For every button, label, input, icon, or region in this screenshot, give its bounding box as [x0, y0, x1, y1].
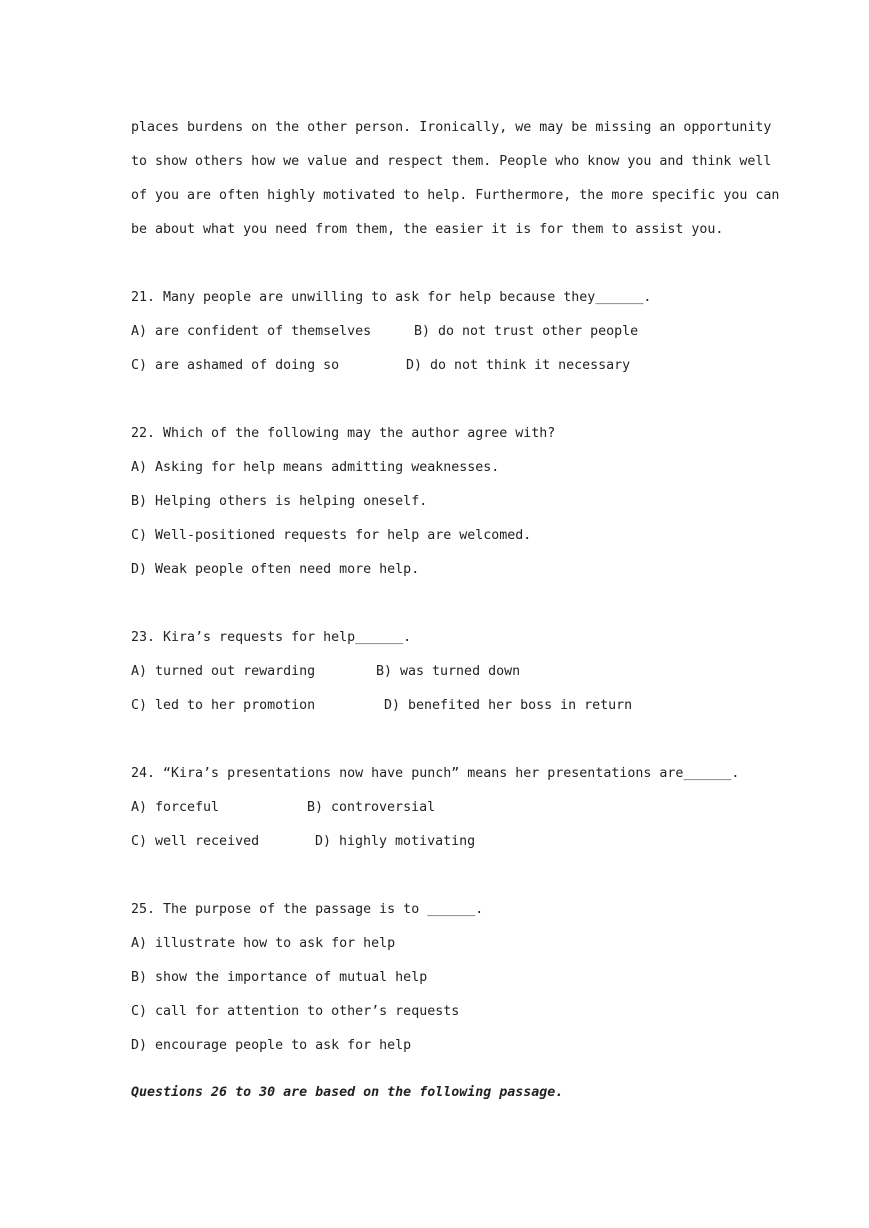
- option-b: B) do not trust other people: [414, 324, 639, 339]
- question-stem: 24. “Kira’s presentations now have punch” means her presentations are______.: [131, 766, 740, 781]
- question-stem: 25. The purpose of the passage is to ______.: [131, 902, 484, 917]
- question-stem: 22. Which of the following may the author agree with?: [131, 426, 556, 441]
- option-b: B) was turned down: [376, 664, 521, 679]
- option-a: A) are confident of themselves: [131, 324, 372, 339]
- passage-line: be about what you need from them, the easier it is for them to assist you.: [131, 222, 724, 237]
- passage-line: of you are often highly motivated to help. Furthermore, the more specific you can: [131, 188, 780, 203]
- question-stem: 23. Kira’s requests for help______.: [131, 630, 412, 645]
- section-heading: Questions 26 to 30 are based on the following passage.: [131, 1085, 564, 1101]
- option-a: A) Asking for help means admitting weaknesses.: [131, 460, 500, 475]
- question-24: [131, 757, 751, 859]
- question-stem: 21. Many people are unwilling to ask for help because they______.: [131, 290, 652, 305]
- question-23: [131, 621, 751, 723]
- option-d: D) Weak people often need more help.: [131, 562, 420, 577]
- option-c: C) are ashamed of doing so: [131, 358, 340, 373]
- passage-text: [131, 111, 780, 247]
- option-d: D) highly motivating: [315, 834, 476, 849]
- option-b: B) Helping others is helping oneself.: [131, 494, 428, 509]
- option-b: B) show the importance of mutual help: [131, 970, 428, 985]
- option-a: A) turned out rewarding: [131, 664, 316, 679]
- option-a: A) illustrate how to ask for help: [131, 936, 396, 951]
- option-c: C) Well-positioned requests for help are welcomed.: [131, 528, 532, 543]
- option-c: C) led to her promotion: [131, 698, 316, 713]
- option-d: D) benefited her boss in return: [384, 698, 633, 713]
- option-d: D) encourage people to ask for help: [131, 1038, 412, 1053]
- option-b: B) controversial: [307, 800, 436, 815]
- option-c: C) call for attention to other’s requests: [131, 1004, 460, 1019]
- option-a: A) forceful: [131, 800, 220, 815]
- passage-line: to show others how we value and respect them. People who know you and think well: [131, 154, 772, 169]
- question-25: [131, 893, 751, 1063]
- question-21: [131, 281, 751, 383]
- option-c: C) well received: [131, 834, 260, 849]
- document-page: [131, 111, 780, 1124]
- passage-line: places burdens on the other person. Ironically, we may be missing an opportunity: [131, 120, 772, 135]
- option-d: D) do not think it necessary: [406, 358, 631, 373]
- question-22: [131, 417, 751, 587]
